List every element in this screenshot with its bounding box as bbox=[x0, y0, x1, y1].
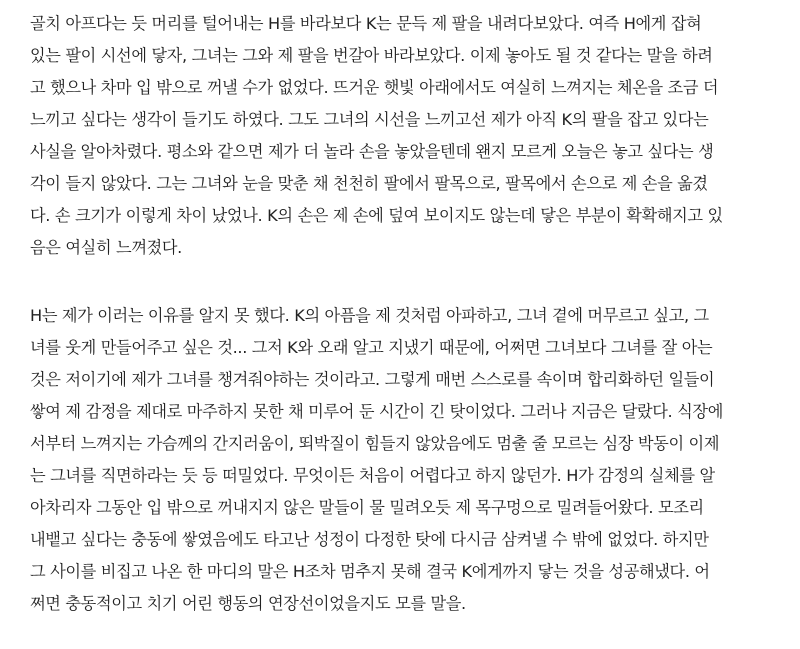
text-line: 사실을 알아차렸다. 평소와 같으면 제가 더 놀라 손을 놓았을텐데 왠지 모르게 오늘은 놓고 싶다는 생 bbox=[30, 142, 714, 161]
text-line: 각이 들지 않았다. 그는 그녀와 눈을 맞춘 채 천천히 팔에서 팔목으로, 팔목에서 손으로 제 손을 옮겼 bbox=[30, 174, 708, 193]
text-line: H는 제가 이러는 이유를 알지 못 했다. K의 아픔을 제 것처럼 아파하고, 그녀 곁에 머무르고 싶고, 그 bbox=[30, 306, 709, 325]
text-line: 내뱉고 싶다는 충동에 쌓였음에도 타고난 성정이 다정한 탓에 다시금 삼켜낼 수 밖에 없었다. 하지만 bbox=[30, 530, 709, 549]
text-line: 고 했으나 차마 입 밖으로 꺼낼 수가 없었다. 뜨거운 햇빛 아래에서도 여실히 느껴지는 체온을 조금 더 bbox=[30, 78, 719, 97]
text-line: 는 그녀를 직면하라는 듯 등 떠밀었다. 무엇이든 처음이 어렵다고 하지 않던가. H가 감정의 실체를 알 bbox=[30, 466, 715, 485]
text-line: 녀를 웃게 만들어주고 싶은 것... 그저 K와 오래 알고 지냈기 때문에, 어쩌면 그녀보다 그녀를 잘 아는 bbox=[30, 338, 713, 357]
text-line: 음은 여실히 느껴졌다. bbox=[30, 238, 182, 257]
text-line: 다. 손 크기가 이렇게 차이 났었나. K의 손은 제 손에 덮여 보이지도 않는데 닿은 부분이 확확해지고 있 bbox=[30, 206, 723, 225]
text-line: 쌓여 제 감정을 제대로 마주하지 못한 채 미루어 둔 시간이 긴 탓이었다. 그러나 지금은 달랐다. 식장에 bbox=[30, 402, 724, 421]
text-line: 골치 아프다는 듯 머리를 털어내는 H를 바라보다 K는 문득 제 팔을 내려다보았다. 여즉 H에게 잡혀 bbox=[30, 14, 702, 33]
text-line: 있는 팔이 시선에 닿자, 그녀는 그와 제 팔을 번갈아 바라보았다. 이제 놓아도 될 것 같다는 말을 하려 bbox=[30, 46, 713, 65]
text-line: 느끼고 싶다는 생각이 들기도 하였다. 그도 그녀의 시선을 느끼고선 제가 아직 K의 팔을 잡고 있다는 bbox=[30, 110, 709, 129]
text-line: 것은 저이기에 제가 그녀를 챙겨줘야하는 것이라고. 그렇게 매번 스스로를 속이며 합리화하던 일들이 bbox=[30, 370, 715, 389]
text-line: 그 사이를 비집고 나온 한 마디의 말은 H조차 멈추지 못해 결국 K에게까지 닿는 것을 성공해냈다. 어 bbox=[30, 562, 710, 581]
text-line: 서부터 느껴지는 가슴께의 간지러움이, 뙤박질이 힘들지 않았음에도 멈출 줄 모르는 심장 박동이 이제 bbox=[30, 434, 720, 453]
text-line: 아차리자 그동안 입 밖으로 꺼내지지 않은 말들이 물 밀려오듯 제 목구멍으로 밀려들어왔다. 모조리 bbox=[30, 498, 704, 517]
text-line: 쩌면 충동적이고 치기 어린 행동의 연장선이었을지도 모를 말을. bbox=[30, 594, 466, 613]
